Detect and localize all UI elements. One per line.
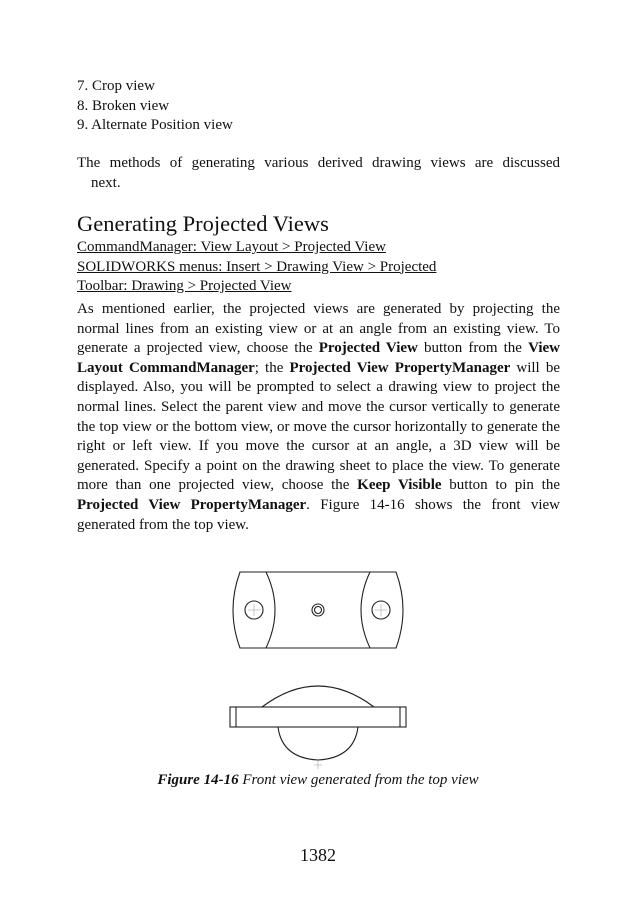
intro-line: next. [91,174,121,191]
list-item: 7. Crop view [77,78,155,94]
figure-caption [0,771,636,791]
para-bold: Projected View PropertyManager [77,496,307,513]
caption-text: Front view generated from the top view [238,772,479,788]
para-bold: Projected View [318,340,418,357]
menus-path: SOLIDWORKS menus: Insert > Drawing View > Projected [77,258,437,275]
view-type-list [77,77,560,136]
para-bold: View Layout CommandManager [77,340,560,376]
para-text: As mentioned earlier, the projected views are generated by projecting the normal lines from an existing view or at an angle from an existing view. To generate a projected view, choose the [77,301,560,357]
figure-drawing [0,560,636,775]
commandmanager-path: CommandManager: View Layout > Projected View [77,239,386,255]
para-bold: Projected View PropertyManager [289,359,511,376]
para-text: button from the [417,340,529,357]
list-item: 8. Broken view [77,97,170,114]
caption-number: Figure 14-16 [157,772,239,788]
para-bold: Keep Visible [357,477,442,494]
front-view [230,686,406,760]
intro-paragraph [77,154,560,193]
command-paths [77,238,560,297]
toolbar-path: Toolbar: Drawing > Projected View [77,278,292,294]
list-item: 9. Alternate Position view [77,117,233,133]
section-heading: Generating Projected Views [77,211,329,236]
para-text: ; the [254,359,290,376]
intro-line: The methods of generating various derived drawing views are discussed [77,155,560,171]
para-text: button to pin the [441,477,560,494]
page-number: 1382 [300,845,336,865]
para-text: . Figure 14-16 shows the front view generated from the top view. [77,496,560,533]
para-text: will be displayed. Also, you will be prompted to select a drawing view to project the normal lines. Select the parent view and move the cursor vertically to generate the top view or the bottom view, or move the cursor horizontally to generate the right or left view. If you move the cursor at an angle, a 3D view will be generated. Specify a point on the drawing sheet to place the view. To generate more than one projected view, choose the [77,359,560,494]
body-paragraph [77,300,560,535]
